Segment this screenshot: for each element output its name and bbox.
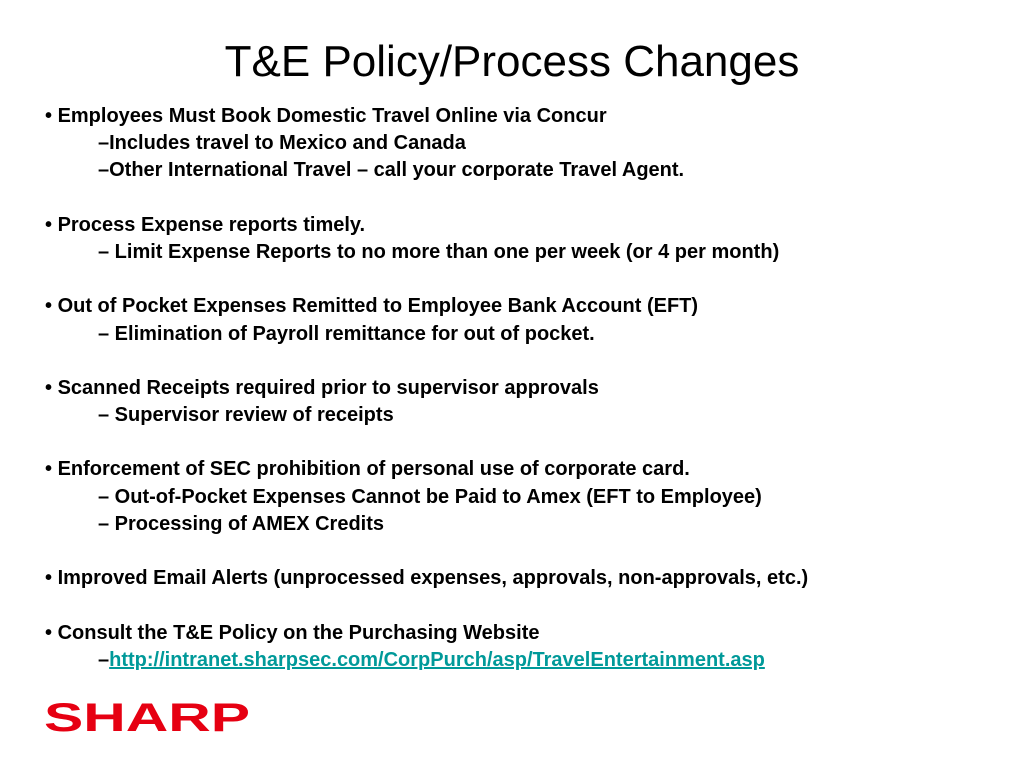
slide-title: T&E Policy/Process Changes [224, 37, 800, 86]
bullet-text: Enforcement of SEC prohibition of personal use of corporate card. [57, 458, 690, 481]
sub-bullet-item: –Includes travel to Mexico and Canada [98, 132, 466, 155]
sub-bullet-item: – Processing of AMEX Credits [98, 512, 384, 535]
bullet-text: Consult the T&E Policy on the Purchasing Website [57, 621, 540, 644]
bullet-text: Process Expense reports timely. [57, 213, 366, 236]
sub-bullet-text: Other International Travel – call your corporate Travel Agent. [109, 159, 685, 182]
bullet-text: Scanned Receipts required prior to supervisor approvals [57, 376, 599, 399]
sub-bullet-text: Supervisor review of receipts [109, 404, 394, 427]
sub-bullet-text: Out-of-Pocket Expenses Cannot be Paid to Amex (EFT to Employee) [109, 485, 762, 508]
bullet-text: Out of Pocket Expenses Remitted to Employee Bank Account (EFT) [57, 295, 699, 318]
blank-line [45, 538, 1005, 565]
sub-bullet-text: Includes travel to Mexico and Canada [109, 132, 466, 155]
sharp-logo [44, 700, 254, 741]
sub-bullet-text: Elimination of Payroll remittance for out of pocket. [109, 322, 595, 345]
blank-line [45, 429, 1005, 456]
bullet-item: • Improved Email Alerts (unprocessed expenses, approvals, non-approvals, etc.) [45, 567, 809, 590]
blank-line [45, 592, 1005, 619]
sub-bullet-item: – Out-of-Pocket Expenses Cannot be Paid to Amex (EFT to Employee) [98, 485, 762, 508]
sub-bullet-item: – Limit Expense Reports to no more than one per week (or 4 per month) [98, 240, 780, 263]
sub-bullet-item: –Other International Travel – call your corporate Travel Agent. [98, 159, 685, 182]
link-line: –http://intranet.sharpsec.com/CorpPurch/asp/TravelEntertainment.asp [98, 648, 765, 671]
sub-bullet-item: – Elimination of Payroll remittance for out of pocket. [98, 322, 595, 345]
blank-line [45, 266, 1005, 293]
bullet-text: Employees Must Book Domestic Travel Online via Concur [57, 105, 607, 127]
bullet-item: • Employees Must Book Domestic Travel Online via Concur [45, 105, 607, 127]
bullet-item: • Process Expense reports timely. [45, 213, 366, 236]
blank-line [45, 348, 1005, 375]
policy-link[interactable]: http://intranet.sharpsec.com/CorpPurch/asp/TravelEntertainment.asp [109, 648, 765, 671]
sub-bullet-text: Processing of AMEX Credits [109, 512, 384, 535]
bullet-list [45, 103, 1005, 674]
bullet-text: Improved Email Alerts (unprocessed expenses, approvals, non-approvals, etc.) [57, 567, 809, 590]
bullet-item: • Out of Pocket Expenses Remitted to Employee Bank Account (EFT) [45, 295, 699, 318]
bullet-item: • Scanned Receipts required prior to supervisor approvals [45, 376, 599, 399]
sub-bullet-text: Limit Expense Reports to no more than one per week (or 4 per month) [109, 240, 780, 263]
blank-line [45, 185, 1005, 212]
bullet-item: • Consult the T&E Policy on the Purchasing Website [45, 621, 540, 644]
bullet-item: • Enforcement of SEC prohibition of personal use of corporate card. [45, 458, 690, 481]
sub-bullet-item: – Supervisor review of receipts [98, 404, 394, 427]
svg-text:SHARP: SHARP [44, 700, 250, 736]
